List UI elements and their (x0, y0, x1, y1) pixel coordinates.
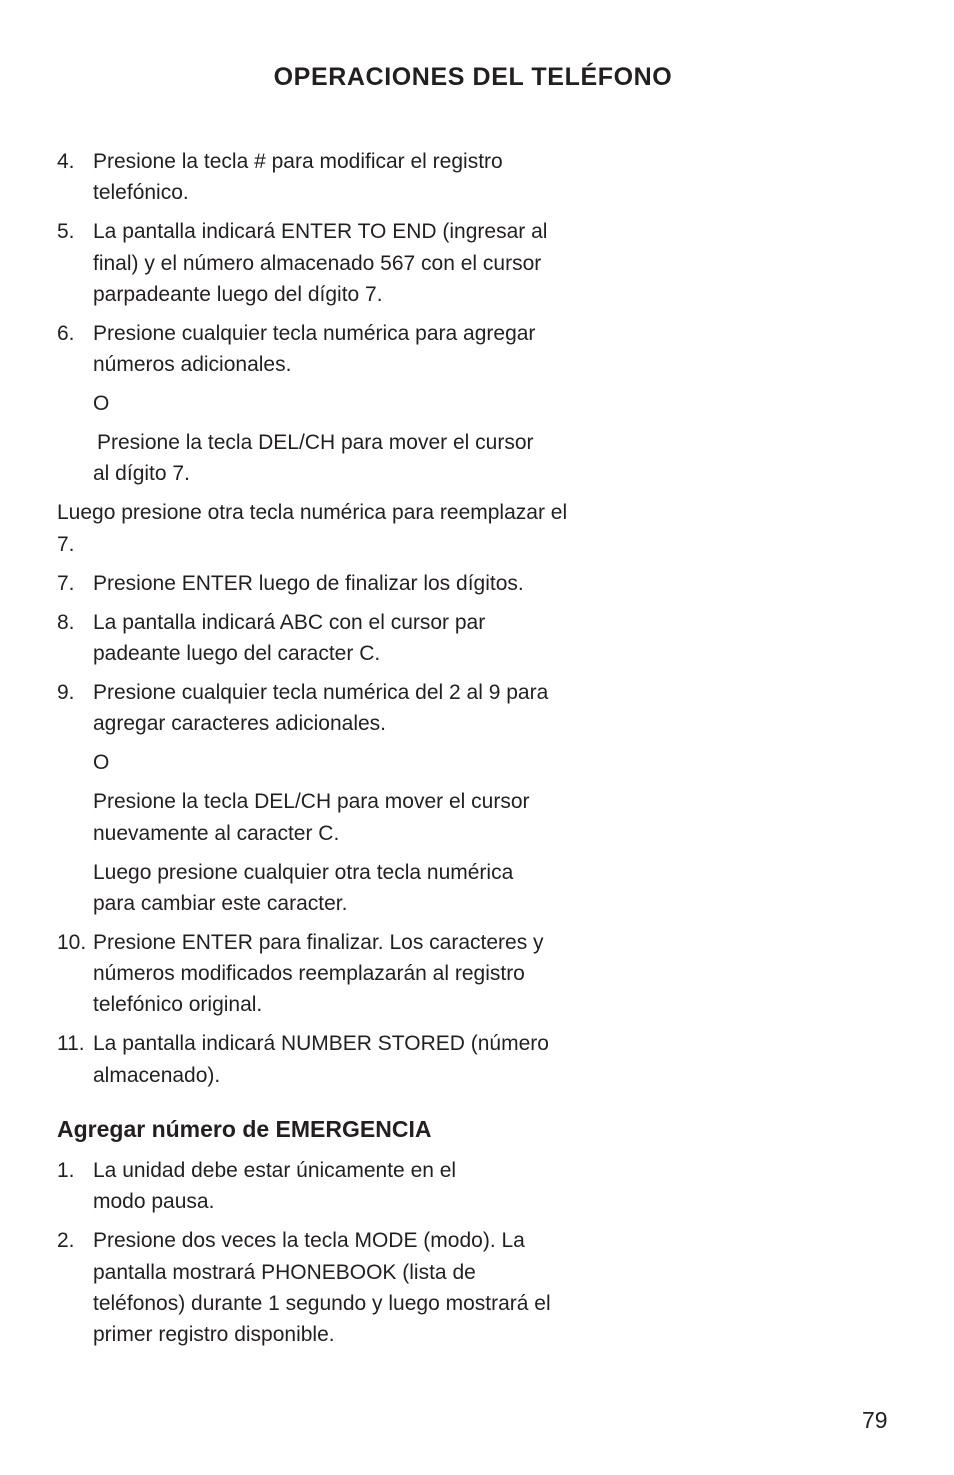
step-number: 1. (57, 1158, 75, 1182)
step-6-alternative-line-1: Presione la tecla DEL/CH para mover el cursor (97, 431, 534, 455)
step-9-continue: Luego presione cualquier otra tecla numérica para cambiar este caracter. (93, 860, 514, 915)
step-number: 7. (57, 571, 75, 595)
list-item-step-11 (57, 1028, 577, 1091)
list-item-step-8 (57, 607, 577, 670)
list-item-step-10 (57, 927, 577, 1021)
step-6-alternative-line-2: al dígito 7. (93, 462, 190, 486)
step-text: Presione cualquier tecla numérica del 2 al 9 para agregar caracteres adicionales. (93, 680, 549, 736)
step-text: La unidad debe estar únicamente en el modo pausa. (93, 1158, 457, 1214)
list-item-emergency-step-2 (57, 1225, 577, 1350)
step-text: Presione ENTER luego de finalizar los dígitos. (93, 571, 524, 595)
step-number: 10. (57, 930, 87, 954)
list-item-step-5 (57, 216, 577, 310)
step-number: 8. (57, 610, 75, 634)
list-item-step-6 (57, 318, 577, 381)
page-title: OPERACIONES DEL TELÉFONO (273, 63, 673, 91)
step-number: 4. (57, 150, 75, 173)
step-number: 9. (57, 680, 75, 704)
step-number: 2. (57, 1229, 75, 1253)
step-6-or: O (93, 392, 110, 416)
list-item-step-7 (57, 568, 577, 599)
step-text: La pantalla indicará ENTER TO END (ingresar al final) y el número almacenado 567 con el cursor parpadeante luego del dígito 7. (93, 220, 548, 306)
page-number: 79 (862, 1407, 888, 1433)
step-9-or: O (93, 751, 110, 775)
section-heading-emergency: Agregar número de EMERGENCIA (57, 1115, 432, 1142)
step-number: 6. (57, 321, 75, 345)
step-text: Presione dos veces la tecla MODE (modo). La pantalla mostrará PHONEBOOK (lista de teléfonos) durante 1 segundo y luego mostrará el primer registro disponible. (93, 1229, 551, 1347)
step-text: Presione la tecla # para modificar el registro telefónico. (93, 150, 503, 205)
step-6-continue: Luego presione otra tecla numérica para reemplazar el 7. (57, 501, 568, 556)
step-text: La pantalla indicará NUMBER STORED (número almacenado). (93, 1032, 549, 1087)
step-number: 11. (57, 1032, 85, 1056)
step-number: 5. (57, 220, 75, 244)
step-text: Presione ENTER para finalizar. Los caracteres y números modificados reemplazarán al registro telefónico original. (93, 930, 544, 1017)
list-item-emergency-step-1 (57, 1155, 577, 1218)
list-item-step-9 (57, 677, 577, 740)
page-content (57, 146, 577, 1358)
step-6-alternative (57, 427, 577, 490)
step-text: La pantalla indicará ABC con el cursor par padeante luego del caracter C. (93, 610, 486, 665)
step-9-alternative: Presione la tecla DEL/CH para mover el cursor nuevamente al caracter C. (93, 790, 530, 845)
list-item-step-4 (57, 146, 577, 209)
step-text: Presione cualquier tecla numérica para agregar números adicionales. (93, 321, 536, 377)
